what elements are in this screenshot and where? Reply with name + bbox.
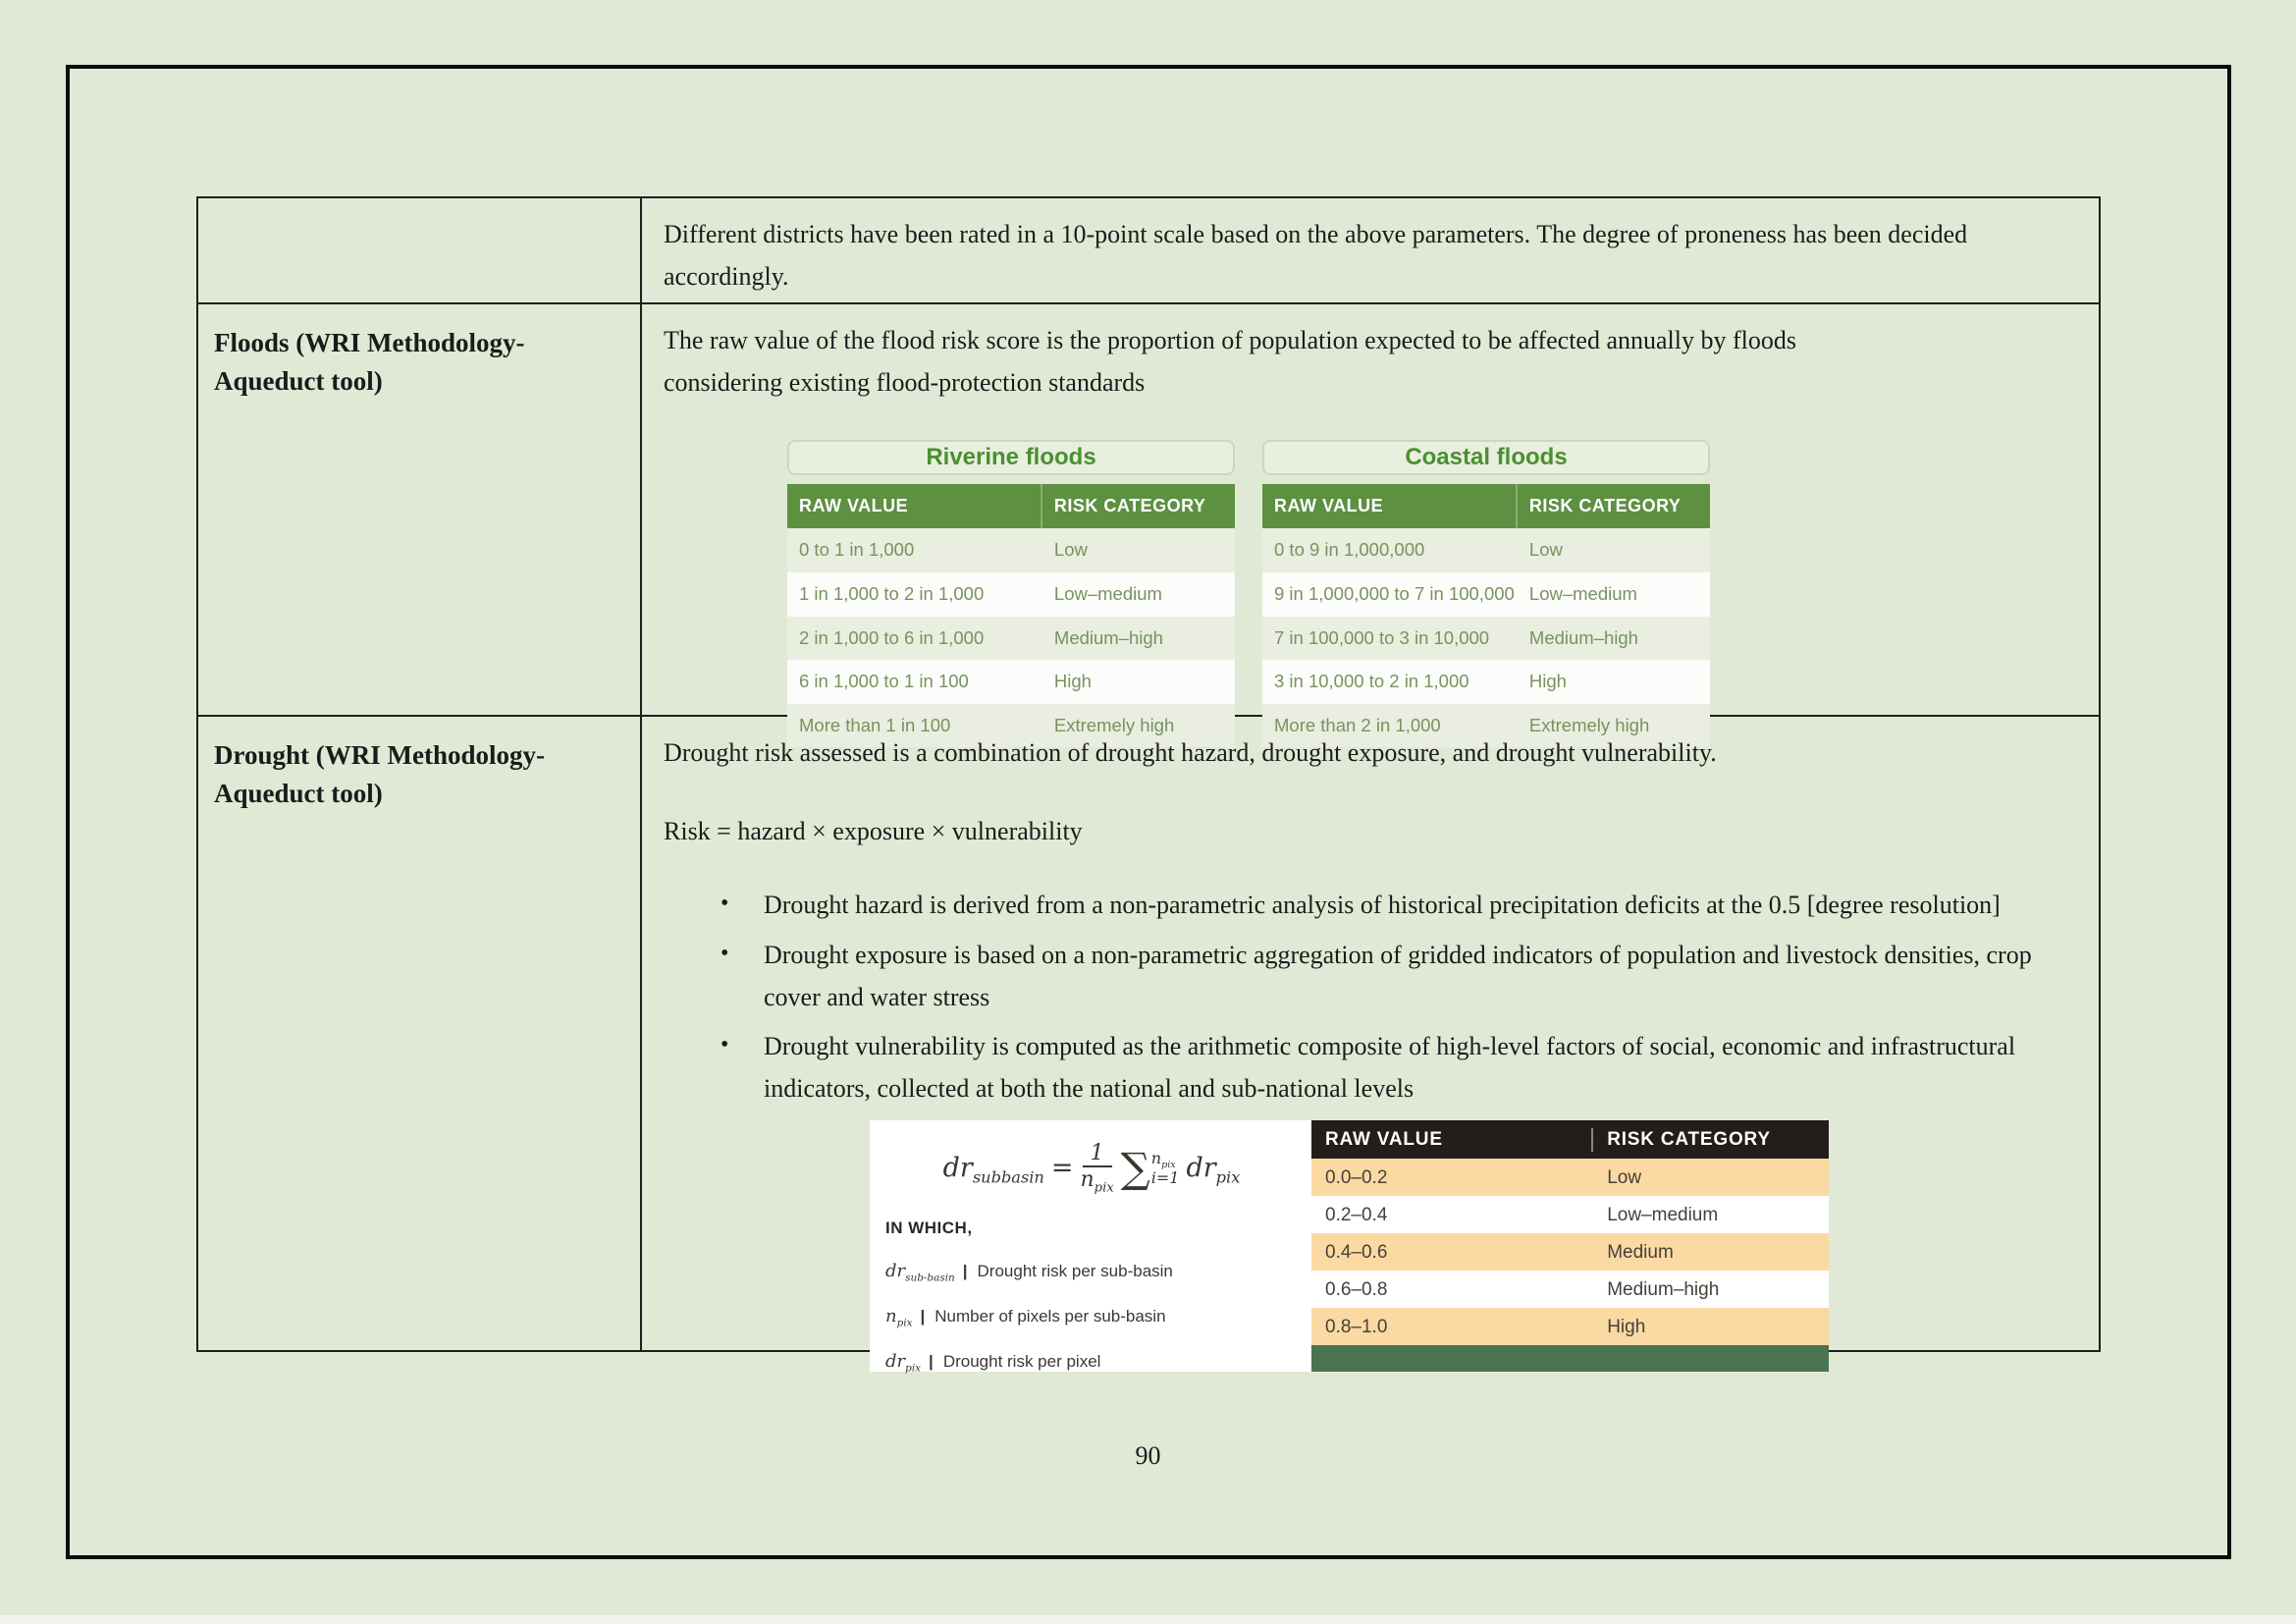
risk-category-cell: Medium–high <box>1528 626 1638 648</box>
riverine-grid <box>787 484 1235 747</box>
table-row <box>787 528 1235 572</box>
drought-bullet-list <box>664 885 2079 1110</box>
column-header: RISK CATEGORY <box>1528 495 1682 515</box>
drought-formula-panel <box>870 1120 1311 1375</box>
risk-category-cell: Low–medium <box>1528 582 1637 604</box>
drought-content-cell <box>642 717 2099 1375</box>
risk-category-cell: Extremely high <box>1053 714 1175 735</box>
risk-category-cell: Extremely high <box>1528 714 1650 735</box>
table-row-intro <box>198 198 2099 304</box>
separator: | <box>920 1307 926 1326</box>
raw-value-cell: 2 in 1,000 to 6 in 1,000 <box>799 626 985 648</box>
table-footer-bar <box>1311 1345 1829 1372</box>
symbol-definition: $n_{pix}$ | Number of pixels per sub-basin <box>885 1302 1298 1332</box>
bullet-text: Drought hazard is derived from a non-parametric analysis of historical precipitation deficits at the 0.5 [degree resolution] <box>764 890 2001 919</box>
raw-value-cell: 1 in 1,000 to 2 in 1,000 <box>799 582 985 604</box>
raw-value-cell: 0.2–0.4 <box>1325 1204 1388 1225</box>
risk-category-cell: Low <box>1607 1166 1642 1188</box>
intro-text-cell <box>642 198 2099 302</box>
risk-category-cell: Low <box>1528 539 1563 561</box>
raw-value-cell: 9 in 1,000,000 to 7 in 100,000 <box>1274 582 1515 604</box>
column-header: RISK CATEGORY <box>1053 495 1206 515</box>
bullet-icon: • <box>721 890 729 916</box>
raw-value-cell: 0 to 9 in 1,000,000 <box>1274 539 1425 561</box>
table-row <box>787 660 1235 704</box>
riverine-header-row <box>787 484 1235 529</box>
summation: ∑ $n_{pix}$ i=1 <box>1120 1144 1180 1193</box>
drought-risk-equation: Risk = hazard × exposure × vulnerability <box>664 816 1083 845</box>
formula-rhs: $dr_{pix}$ <box>1186 1152 1241 1187</box>
raw-value-cell: 0.0–0.2 <box>1325 1166 1388 1188</box>
table-row-floods <box>198 304 2099 735</box>
content-table <box>196 196 2101 1375</box>
formula-lhs: $dr_{subbasin}$ <box>942 1152 1044 1187</box>
table-row <box>1311 1233 1829 1271</box>
raw-value-cell: More than 1 in 100 <box>799 714 951 735</box>
floods-description: The raw value of the flood risk score is the proportion of population expected to be affected annually by floods considering existing flood-protection standards <box>664 326 1797 397</box>
page-number: 90 <box>1135 1441 1161 1470</box>
table-row <box>1262 528 1710 572</box>
table-row <box>787 572 1235 617</box>
intro-label-cell <box>198 198 642 302</box>
bullet-icon: • <box>721 940 729 966</box>
table-row <box>787 617 1235 661</box>
flood-figures <box>787 440 2079 747</box>
risk-category-cell: Low–medium <box>1607 1204 1719 1225</box>
table-row <box>1262 572 1710 617</box>
table-row-drought <box>198 717 2099 1375</box>
raw-value-cell: 3 in 10,000 to 2 in 1,000 <box>1274 671 1469 692</box>
coastal-grid <box>1262 484 1710 747</box>
drought-formula <box>885 1136 1298 1201</box>
column-header: RAW VALUE <box>787 484 1042 529</box>
raw-value-cell: More than 2 in 1,000 <box>1274 714 1441 735</box>
list-item <box>664 1026 2079 1110</box>
table-row <box>1311 1159 1829 1196</box>
table-row <box>1262 660 1710 704</box>
risk-category-cell: Low <box>1053 539 1088 561</box>
raw-value-cell: 0.8–1.0 <box>1325 1316 1388 1337</box>
risk-category-cell: Medium–high <box>1053 626 1163 648</box>
raw-value-cell: 6 in 1,000 to 1 in 100 <box>799 671 969 692</box>
column-header: RAW VALUE <box>1262 484 1518 529</box>
table-row <box>1311 1271 1829 1308</box>
fraction: $\frac{1}{n_{pix}}$ <box>1080 1141 1114 1196</box>
table-row <box>1262 617 1710 661</box>
floods-label-cell <box>198 304 642 715</box>
symbol-definition: $dr_{sub-basin}$ | Drought risk per sub-basin <box>885 1257 1298 1287</box>
symbol-definition: $dr_{pix}$ | Drought risk per pixel <box>885 1347 1298 1378</box>
column-header: RAW VALUE <box>1311 1128 1593 1152</box>
floods-label: Floods (WRI Methodology-Aqueduct tool) <box>214 328 525 397</box>
page-bottom-edge <box>0 1615 2296 1624</box>
floods-content-cell <box>642 304 2099 735</box>
risk-category-cell: Medium <box>1607 1241 1674 1263</box>
raw-value-cell: 7 in 100,000 to 3 in 10,000 <box>1274 626 1490 648</box>
sigma-symbol: ∑ <box>1120 1144 1150 1193</box>
drought-label-cell <box>198 717 642 1350</box>
bullet-text: Drought vulnerability is computed as the arithmetic composite of high-level factors of social, economic and infrastructural indicators, collected at both the national and sub-national levels <box>764 1032 2016 1104</box>
list-item <box>664 935 2079 1019</box>
riverine-title: Riverine floods <box>787 440 1235 475</box>
risk-category-cell: High <box>1607 1316 1646 1337</box>
drought-description: Drought risk assessed is a combination of drought hazard, drought exposure, and drought vulnerability. <box>664 738 1717 767</box>
bullet-text: Drought exposure is based on a non-parametric aggregation of gridded indicators of population and livestock densities, crop cover and water stress <box>764 940 2032 1011</box>
column-header: RISK CATEGORY <box>1607 1128 1771 1150</box>
drought-header-row <box>1311 1120 1829 1159</box>
raw-value-cell: 0.6–0.8 <box>1325 1278 1388 1300</box>
separator: | <box>929 1351 934 1371</box>
table-row <box>1311 1308 1829 1345</box>
drought-figure <box>870 1120 1829 1375</box>
raw-value-cell: 0.4–0.6 <box>1325 1241 1388 1263</box>
bullet-icon: • <box>721 1032 729 1058</box>
list-item <box>664 885 2079 927</box>
table-row <box>1311 1196 1829 1233</box>
coastal-header-row <box>1262 484 1710 529</box>
equals-sign: = <box>1050 1152 1074 1183</box>
risk-category-cell: Low–medium <box>1053 582 1162 604</box>
raw-value-cell: 0 to 1 in 1,000 <box>799 539 915 561</box>
in-which-label: IN WHICH, <box>885 1218 973 1238</box>
intro-text: Different districts have been rated in a 10-point scale based on the above parameters. The degree of proneness has been decided accordingly. <box>664 220 1968 291</box>
flood-table-coastal <box>1262 440 1710 747</box>
flood-table-riverine <box>787 440 1235 747</box>
risk-category-cell: High <box>1053 671 1092 692</box>
separator: | <box>962 1262 968 1281</box>
coastal-title: Coastal floods <box>1262 440 1710 475</box>
risk-category-cell: High <box>1528 671 1567 692</box>
drought-risk-table <box>1311 1120 1829 1372</box>
risk-category-cell: Medium–high <box>1607 1278 1720 1300</box>
drought-label: Drought (WRI Methodology-Aqueduct tool) <box>214 740 545 809</box>
